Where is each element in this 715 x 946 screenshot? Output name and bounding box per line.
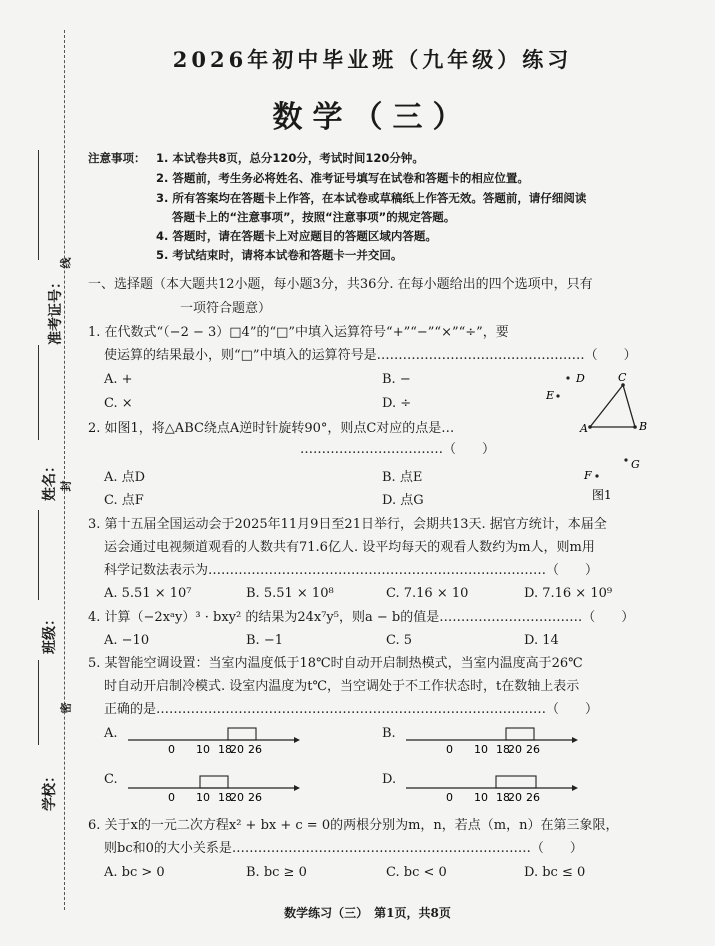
tick-20: 20 [508,791,522,804]
q1-option-d: D. ÷ [382,396,412,411]
note-item: 4. 答题时，请在答题卡上对应题目的答题区域内答题。 [156,229,437,243]
q5-option-b-label: B. [382,726,396,741]
tick-20: 20 [508,743,522,756]
q6-option-d: D. bc ≤ 0 [524,865,586,880]
q4-option-c: C. 5 [386,633,413,648]
class-label: 班级： [42,612,58,654]
seal-char: 密 [59,702,73,714]
section-heading-cont: 一项符合题意） [180,301,272,316]
point-f [595,474,598,477]
label-g: G [631,458,640,471]
number-line-b [402,722,582,758]
point-b [633,425,637,429]
q6-option-c: C. bc < 0 [386,865,447,880]
tick-18: 18 [218,791,232,804]
q5-option-c-label: C. [104,772,118,787]
q1-stem-cont: 使运算的结果最小，则“□”中填入的运算符号是…………………………………………（ ） [104,348,637,363]
q3-option-b: B. 5.51 × 10⁸ [246,586,334,601]
q2-option-b: B. 点E [382,470,423,485]
q2-stem: 2. 如图1，将△ABC绕点A逆时针旋转90°，则点C对应的点是… [88,421,455,436]
tick-18: 18 [218,743,232,756]
q2-stem-cont: ……………………………（ ） [300,442,496,457]
triangle-abc [590,385,635,427]
tick-0: 0 [446,743,453,756]
side-underline [38,150,39,260]
number-line-d [402,770,582,806]
q1-stem: 1. 在代数式“（−2 − 3）□4”的“□”中填入运算符号“+”“−”“×”“÷”，要 [88,325,509,340]
point-e [556,394,559,397]
side-underline [38,345,39,440]
point-d [566,376,569,379]
page-footer: 数学练习（三） 第1页，共8页 [284,906,451,920]
figure-caption: 图1 [592,488,612,502]
q1-option-a: A. + [104,372,133,387]
tick-0: 0 [446,791,453,804]
q5-option-a-label: A. [104,726,118,741]
q3-option-d: D. 7.16 × 10⁹ [524,586,613,601]
interval-marker [228,728,256,740]
q5-stem: 5. 某智能空调设置：当室内温度低于18℃时自动开启制热模式，当室内温度高于26℃ [88,656,583,671]
exam-id-label: 准考证号： [48,275,64,345]
q2-option-d: D. 点G [382,493,424,508]
q3-stem: 3. 第十五届全国运动会于2025年11月9日至21日举行，会期共13天. 据官方统计，本届全 [88,517,607,532]
name-label: 姓名： [42,459,58,501]
seal-char: 线 [59,257,73,269]
note-item: 5. 考试结束时，请将本试卷和答题卡一并交回。 [156,248,403,262]
exam-subtitle: 数学（三） [272,100,473,135]
q3-stem-cont: 运会通过电视频道观看的人数共有71.6亿人. 设平均每天的观看人数约为m人，则m用 [104,540,595,555]
tick-10: 10 [196,791,210,804]
figure-1 [540,365,660,505]
side-underline [38,510,39,600]
q6-option-b: B. bc ≥ 0 [246,865,307,880]
interval-marker [506,728,534,740]
interval-marker [496,776,536,788]
q4-option-a: A. −10 [104,633,150,648]
side-underline [38,660,39,745]
q3-option-c: C. 7.16 × 10 [386,586,469,601]
q6-option-a: A. bc > 0 [104,865,165,880]
tick-26: 26 [526,791,540,804]
label-c: C [618,371,627,384]
number-line-c [124,770,304,806]
tick-20: 20 [230,791,244,804]
q2-option-c: C. 点F [104,493,144,508]
label-f: F [584,469,592,482]
q5-stem-cont: 时自动开启制冷模式. 设室内温度为t℃，当空调处于不工作状态时，t在数轴上表示 [104,679,580,694]
note-item: 3. 所有答案均在答题卡上作答，在本试卷或草稿纸上作答无效。答题前，请仔细阅读 [156,191,587,205]
q1-option-b: B. − [382,372,411,387]
tick-0: 0 [168,743,175,756]
tick-26: 26 [248,791,262,804]
tick-26: 26 [248,743,262,756]
tick-10: 10 [474,743,488,756]
tick-10: 10 [474,791,488,804]
tick-20: 20 [230,743,244,756]
tick-18: 18 [496,791,510,804]
q1-option-c: C. × [104,396,133,411]
section-heading: 一、选择题（本大题共12小题，每小题3分，共36分. 在每小题给出的四个选项中，只有 [88,277,593,292]
q6-stem: 6. 关于x的一元二次方程x² + bx + c = 0的两根分别为m，n，若点（m，n）在第三象限， [88,818,619,833]
interval-marker [200,776,228,788]
q4-option-b: B. −1 [246,633,283,648]
tick-18: 18 [496,743,510,756]
exam-title: 2026年初中毕业班（九年级）练习 [172,47,573,72]
q3-option-a: A. 5.51 × 10⁷ [104,586,192,601]
notes-label: 注意事项： [88,151,146,165]
school-label: 学校： [42,769,58,811]
binding-dashed-line [64,30,65,910]
note-item: 1. 本试卷共8页，总分120分，考试时间120分钟。 [156,151,424,165]
q6-stem-cont: 则bc和0的大小关系是……………………………………………………………（ ） [104,841,583,856]
q5-stem-cont: 正确的是………………………………………………………………………………（ ） [104,702,599,717]
q5-option-d-label: D. [382,772,397,787]
q4-stem: 4. 计算（−2xᵃy）³ · bxy² 的结果为24x⁷y⁵，则a − b的值是……………………………（ ） [88,610,635,625]
point-a [588,425,592,429]
seal-char: 封 [59,480,73,492]
tick-0: 0 [168,791,175,804]
label-a: A [580,422,588,435]
label-b: B [639,420,648,433]
q4-option-d: D. 14 [524,633,559,648]
number-line-a [124,722,304,758]
label-e: E [546,389,555,402]
note-item: 答题卡上的“注意事项”，按照“注意事项”的规定答题。 [172,210,456,224]
tick-26: 26 [526,743,540,756]
note-item: 2. 答题前，考生务必将姓名、准考证号填写在试卷和答题卡的相应位置。 [156,171,529,185]
tick-10: 10 [196,743,210,756]
q2-option-a: A. 点D [104,470,146,485]
q3-stem-cont: 科学记数法表示为……………………………………………………………………（ ） [104,563,599,578]
point-g [624,458,627,461]
label-d: D [576,372,585,385]
